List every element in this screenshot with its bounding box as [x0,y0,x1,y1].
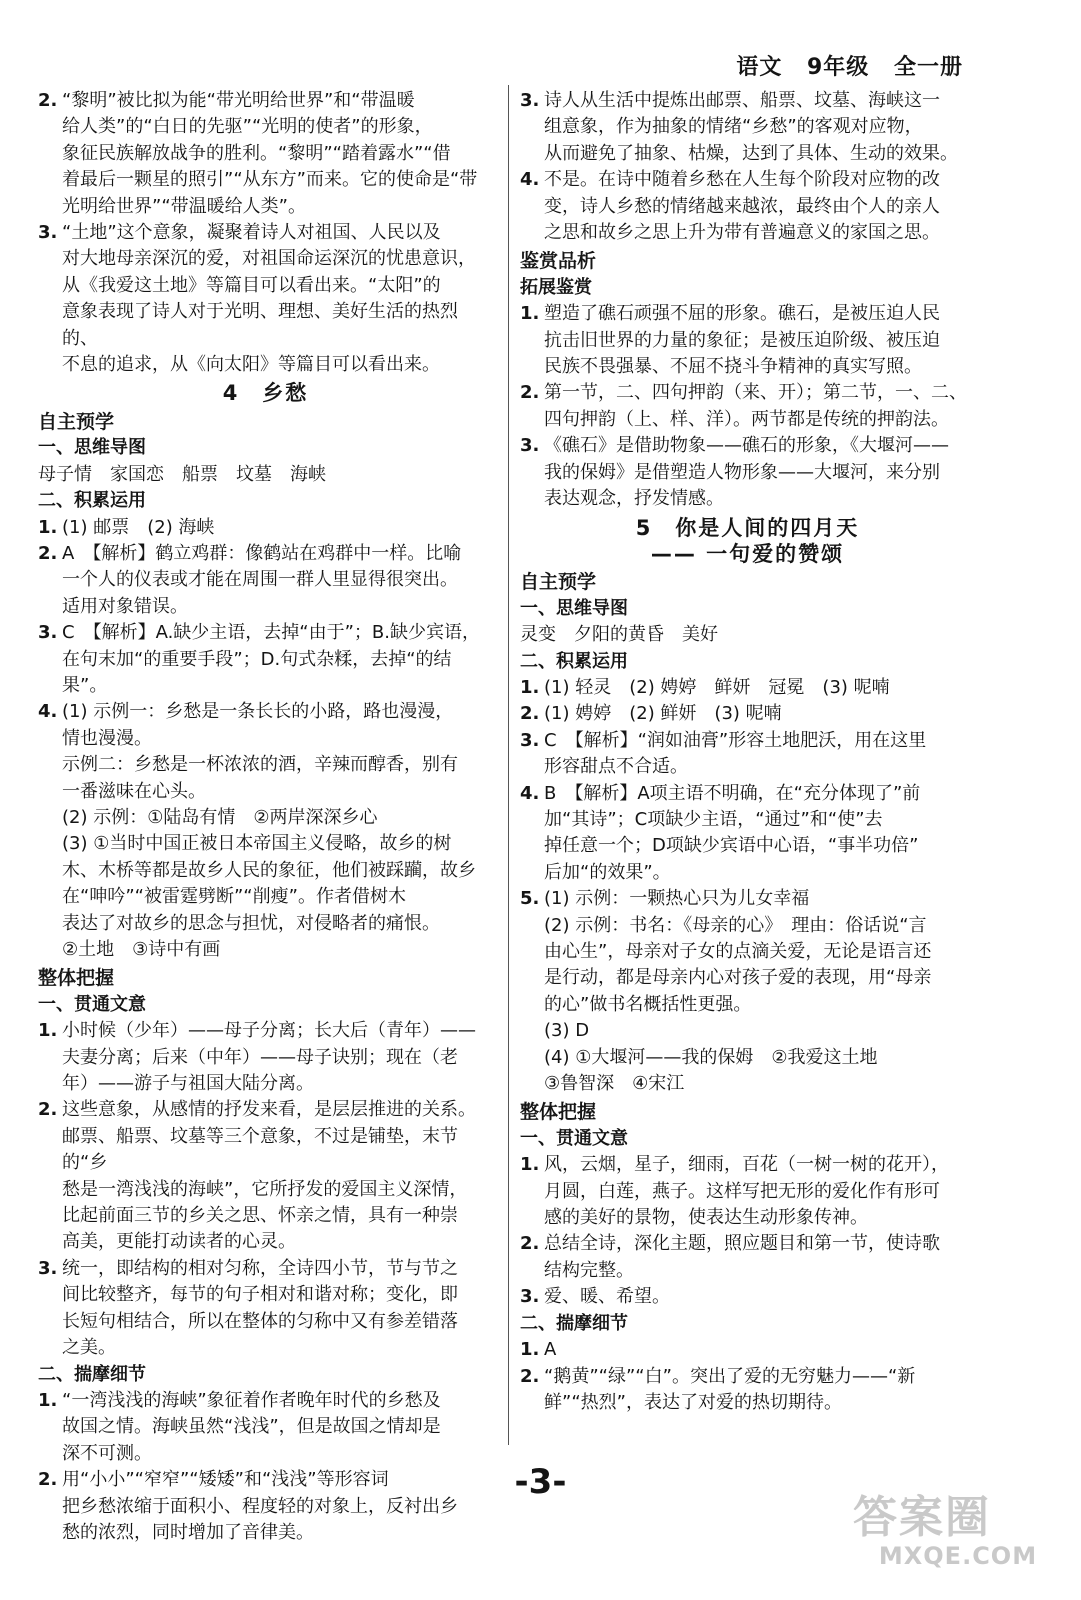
text-line: 情也漫漫。 [62,727,152,749]
text-line: (1) 示例：一颗热心只为儿女幸福 [544,888,810,910]
text-line: 4 乡愁 [222,381,309,406]
answer-item [38,1388,493,1467]
text-line: 在“呻吟”“被雷霆劈断”“削瘦”。作者借树木 [62,886,406,908]
text-line: 对大地母亲深沉的爱，对祖国命运深沉的忧患意识， [62,248,476,270]
watermark-logo [853,1494,1063,1574]
text-line: 组意象，作为抽象的情绪“乡愁”的客观对应物， [544,116,923,138]
answer-item [520,1337,975,1363]
text-line: 感的美好的景物，使表达生动形象传神。 [544,1207,868,1229]
answer-item [520,301,975,380]
text-line: 月圆，白莲，燕子。这样写把无形的爱化作有形可 [544,1180,940,1202]
text-line: 一番滋味在心头。 [62,780,206,802]
item-number: 3. [520,729,540,751]
answer-item [520,167,975,246]
section-heading [38,409,493,435]
text-line: 愁是一湾浅浅的海峡”，它所抒发的爱国主义深情， [62,1178,468,1200]
text-line: 二、积累运用 [38,490,146,512]
answer-item [520,886,975,912]
text-line: 一、思维导图 [520,597,628,619]
text-line: 二、揣摩细节 [38,1363,146,1385]
answer-item [38,1018,493,1097]
text-line: 愁的浓烈，同时增加了音律美。 [62,1521,314,1543]
item-number: 4. [520,782,540,804]
item-number: 1. [520,1154,540,1176]
text-line: 一、思维导图 [38,437,146,459]
subsection-heading [38,992,493,1018]
answer-item [520,728,975,781]
text-line: “鹅黄”“绿”“白”。突出了爱的无穷魅力——“新 [544,1365,916,1387]
item-number: 2. [520,1365,540,1387]
text-line: 母子情 家国恋 船票 坟墓 海峡 [38,463,326,485]
header-volume: 全一册 [893,55,963,80]
text-line: “一湾浅浅的海峡”象征着作者晚年时代的乡愁及 [62,1389,441,1411]
text-line: “土地”这个意象，凝聚着诗人对祖国、人民以及 [62,222,441,244]
item-number: 2. [38,90,58,111]
text-line: 结构完整。 [544,1259,634,1281]
item-number: 3. [520,435,540,457]
keyword-line [38,462,493,488]
answer-continuation [38,752,493,963]
text-line: 的心”做书名概括性更强。 [544,993,752,1015]
text-line: 表达观念，抒发情感。 [544,488,724,510]
answer-item [38,699,493,752]
lesson-title [520,515,975,568]
text-line: 风，云烟，星子，细雨，百花（一树一树的花开）， [544,1154,949,1176]
right-column [520,88,975,1416]
text-line: C 【解析】“润如油膏”形容土地肥沃，用在这里 [544,729,927,751]
column-divider [508,85,509,1445]
text-line: 从《我爱这土地》等篇目可以看出来。“太阳”的 [62,274,441,296]
item-number: 3. [38,222,58,244]
text-line: 变，诗人乡愁的情绪越来越浓，最终由个人的亲人 [544,195,940,217]
page-number: -3- [514,1462,567,1502]
item-number: 3. [38,622,58,644]
subsection-heading [520,1311,975,1337]
answer-continuation [520,913,975,1098]
text-line: ③鲁智深 ④宋江 [544,1073,685,1095]
text-line: 自主预学 [520,571,597,594]
text-line: (4) ①大堰河——我的保姆 ②我爱这土地 [544,1046,878,1068]
text-line: 之思和故乡之思上升为带有普遍意义的家国之思。 [544,222,940,244]
answer-item [38,88,493,220]
text-line: (1) 邮票 (2) 海峡 [62,516,215,538]
text-line: “黎明”被比拟为能“带光明给世界”和“带温暖 [62,90,415,111]
item-number: 5. [520,888,540,910]
item-number: 3. [520,1286,540,1308]
text-line: 由心生”，母亲对子女的点滴关爱，无论是语言还 [544,941,932,962]
item-number: 1. [520,303,540,325]
answer-item [520,1284,975,1310]
answer-item [38,620,493,699]
text-line: 诗人从生活中提炼出邮票、船票、坟墓、海峡这一 [544,90,940,111]
text-line: 年）——游子与祖国大陆分离。 [62,1073,314,1095]
subsection-heading [38,1362,493,1388]
text-line: 四句押韵（上、样、洋）。两节都是传统的押韵法。 [544,408,949,430]
text-line: 二、揣摩细节 [520,1312,628,1334]
text-line: 一个人的仪表或才能在周围一群人里显得很突出。 [62,569,458,591]
item-number: 4. [520,169,540,191]
item-number: 1. [520,676,540,698]
text-line: 邮票、船票、坟墓等三个意象，不过是铺垫，末节的“乡 [62,1125,458,1174]
text-line: —— 一句爱的赞颂 [650,541,845,566]
text-line: 给人类”的“白日的先驱”“光明的使者”的形象， [62,116,433,138]
answer-item [520,781,975,887]
header-subject: 语文 [736,55,783,80]
answer-item [38,541,493,620]
text-line: 从而避免了抽象、枯燥，达到了具体、生动的效果。 [544,142,958,164]
lesson-title [38,380,493,406]
text-line: 高美，更能打动读者的心灵。 [62,1231,296,1253]
keyword-line [520,622,975,648]
text-line: 一、贯通文意 [520,1127,628,1149]
text-line: 《礁石》是借助物象——礁石的形象，《大堰河—— [544,435,949,457]
text-line: 故国之情。海峡虽然“浅浅”，但是故国之情却是 [62,1416,441,1438]
text-line: (3) D [544,1020,590,1042]
text-line: 用“小小”“窄窄”“矮矮”和“浅浅”等形容词 [62,1469,389,1491]
text-line: (2) 示例：书名：《母亲的心》 理由：俗话说“言 [544,914,927,936]
answer-item [520,380,975,433]
text-line: (3) ①当时中国正被日本帝国主义侵略，故乡的树 [62,833,452,855]
text-line: 着最后一颗星的照引”“从东方”而来。它的使命是“带 [62,169,478,191]
text-line: 我的保姆》是借塑造人物形象——大堰河，来分别 [544,461,940,483]
item-number: 1. [38,1020,58,1042]
answer-item [38,515,493,541]
item-number: 2. [38,1099,58,1121]
text-line: 塑造了礁石顽强不屈的形象。礁石，是被压迫人民 [544,303,940,325]
text-line: (1) 娉婷 (2) 鲜妍 (3) 呢喃 [544,703,782,725]
text-line: 总结全诗，深化主题，照应题目和第一节，使诗歌 [544,1233,940,1255]
subsection-heading [520,596,975,622]
subsection-heading [520,275,975,301]
text-line: 统一，即结构的相对匀称，全诗四小节，节与节之 [62,1257,458,1279]
item-number: 2. [520,382,540,404]
item-number: 1. [38,516,58,538]
text-line: 民族不畏强暴、不屈不挠斗争精神的真实写照。 [544,356,922,378]
text-line: 深不可测。 [62,1442,152,1464]
text-line: 灵变 夕阳的黄昏 美好 [520,624,718,646]
header-grade: 9年级 [807,55,870,80]
text-line: 鉴赏品析 [520,250,597,273]
text-line: 比起前面三节的乡关之思、怀亲之情，具有一种崇 [62,1205,458,1227]
item-number: 1. [38,1389,58,1411]
text-line: 之美。 [62,1337,116,1359]
text-line: 爱、暖、希望。 [544,1286,670,1308]
text-line: 象征民族解放战争的胜利。“黎明”“踏着露水”“借 [62,142,451,164]
text-line: 意象表现了诗人对于光明、理想、美好生活的热烈的、 [62,301,458,349]
text-line: 自主预学 [38,410,115,433]
text-line: 后加“的效果”。 [544,861,671,883]
item-number: 3. [38,1257,58,1279]
item-number: 4. [38,701,58,723]
left-column [38,88,493,1546]
text-line: 夫妻分离；后来（中年）——母子诀别；现在（老 [62,1046,458,1068]
text-line: 光明给世界”“带温暖给人类”。 [62,195,306,217]
answer-item [520,1152,975,1231]
item-number: 2. [520,703,540,725]
text-line: 掉任意一个；D项缺少宾语中心语，“事半功倍” [544,835,919,857]
text-line: ②土地 ③诗中有画 [62,939,221,960]
text-line: 示例二：乡愁是一杯浓浓的酒，辛辣而醇香，别有 [62,754,458,776]
answer-item [38,1256,493,1362]
text-line: 整体把握 [38,967,115,990]
text-line: 鲜”“热烈”，表达了对爱的热切期待。 [544,1391,842,1413]
text-line: 这些意象，从感情的抒发来看，是层层推进的关系。 [62,1099,476,1121]
text-line: 5 你是人间的四月天 [635,515,860,540]
subsection-heading [520,649,975,675]
text-line: 表达了对故乡的思念与担忧，对侵略者的痛恨。 [62,912,440,934]
text-line: (1) 轻灵 (2) 娉婷 鲜妍 冠冕 (3) 呢喃 [544,676,890,698]
text-line: 拓展鉴赏 [520,276,592,298]
text-line: A [544,1339,557,1361]
text-line: 木、木桥等都是故乡人民的象征，他们被踩躏，故乡 [62,859,476,881]
text-line: (2) 示例：①陆岛有情 ②两岸深深乡心 [62,806,378,828]
text-line: 第一节，二、四句押韵（来、开）；第二节，一、二、 [544,382,967,404]
text-line: 间比较整齐，每节的句子相对和谐对称；变化，即 [62,1284,458,1306]
text-line: 在句末加“的重要手段”；D.句式杂糅，去掉“的结果”。 [62,648,452,696]
answer-item [520,433,975,512]
text-line: 把乡愁浓缩于面积小、程度轻的对象上，反衬出乡 [62,1495,458,1517]
section-heading [520,248,975,274]
text-line: 一、贯通文意 [38,993,146,1015]
answer-item [520,1231,975,1284]
section-heading [38,965,493,991]
answer-item [520,701,975,727]
text-line: 是行动，都是母亲内心对孩子爱的表现，用“母亲 [544,967,932,989]
text-line: 抗击旧世界的力量的象征；是被压迫阶级、被压迫 [544,329,940,351]
text-line: 整体把握 [520,1101,597,1124]
answer-item [520,675,975,701]
watermark-url: MXQE.COM [878,1542,1038,1570]
text-line: C 【解析】A.缺少主语，去掉“由于”；B.缺少宾语， [62,622,481,644]
watermark-text: 答案圈 [853,1492,991,1543]
section-heading [520,1099,975,1125]
subsection-heading [38,435,493,461]
text-line: B 【解析】A项主语不明确，在“充分体现了”前 [544,782,921,804]
item-number: 2. [520,1233,540,1255]
text-line: 长短句相结合，所以在整体的匀称中又有参差错落 [62,1310,458,1332]
text-line: (1) 示例一：乡愁是一条长长的小路，路也漫漫， [62,701,454,723]
answer-item [520,88,975,167]
answer-item [38,220,493,378]
text-line: 不是。在诗中随着乡愁在人生每个阶段对应物的改 [544,169,940,191]
item-number: 2. [38,542,58,564]
subsection-heading [38,488,493,514]
text-line: 二、积累运用 [520,650,628,672]
answer-item [38,1097,493,1255]
text-line: 不息的追求，从《向太阳》等篇目可以看出来。 [62,354,440,376]
item-number: 1. [520,1339,540,1361]
answer-item [520,1364,975,1417]
item-number: 2. [38,1469,58,1491]
text-line: 适用对象错误。 [62,595,188,617]
subsection-heading [520,1126,975,1152]
item-number: 3. [520,90,540,111]
text-line: 小时候（少年）——母子分离；长大后（青年）—— [62,1020,476,1042]
text-line: A 【解析】鹤立鸡群：像鹤站在鸡群中一样。比喻 [62,542,462,564]
section-heading [520,569,975,595]
text-line: 加“其诗”；C项缺少主语，“通过”和“使”去 [544,808,883,830]
page-header [720,50,963,81]
text-line: 形容甜点不合适。 [544,756,688,778]
